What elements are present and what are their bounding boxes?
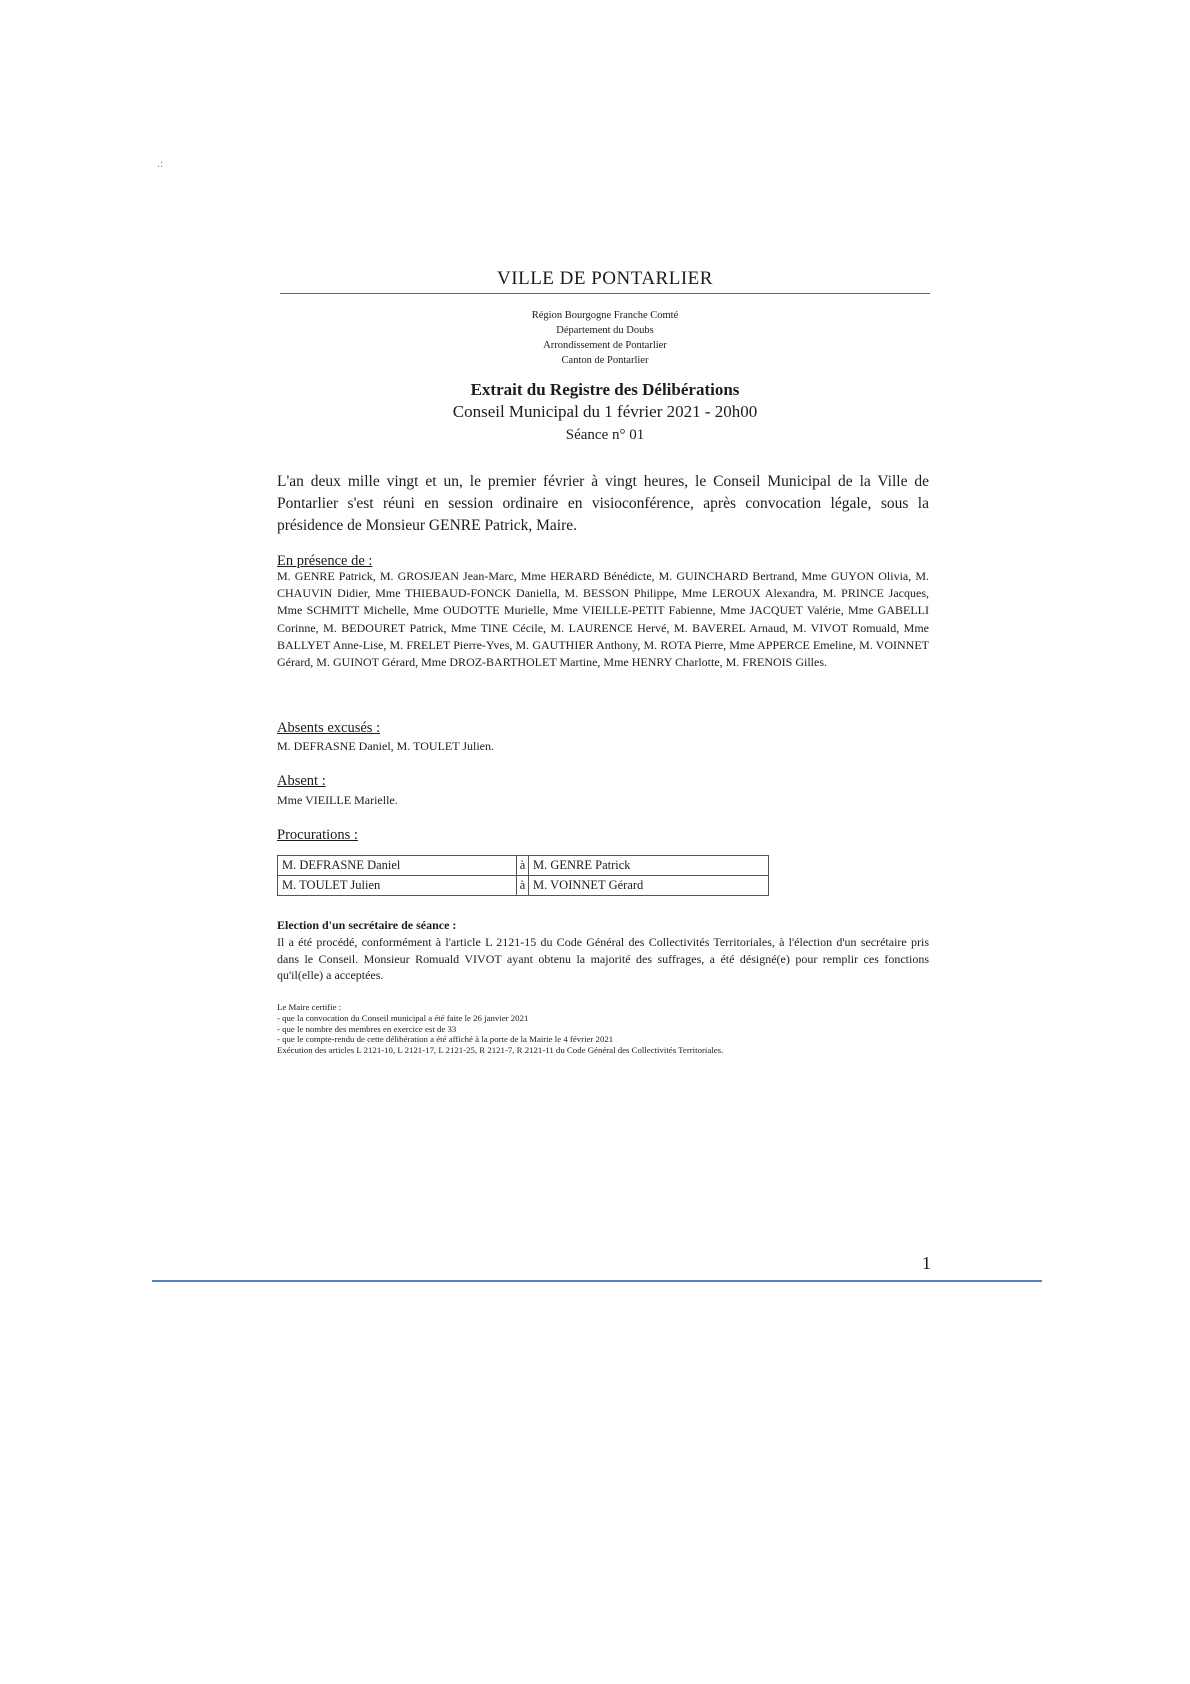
absent-list: Mme VIEILLE Marielle. <box>277 793 398 807</box>
election-heading: Election d'un secrétaire de séance : <box>277 918 457 932</box>
registry-title: Extrait du Registre des Délibérations <box>470 380 740 399</box>
proxy-giver: M. DEFRASNE Daniel <box>278 856 517 876</box>
proxy-holder: M. VOINNET Gérard <box>529 876 769 896</box>
execution-articles: Exécution des articles L 2121-10, L 2121-17, L 2121-25, R 2121-7, R 2121-11 du Code Général des Collectivités Territoriales. <box>277 1045 724 1056</box>
proxy-separator: à <box>517 856 529 876</box>
proxy-giver: M. TOULET Julien <box>278 876 517 896</box>
admin-line-canton: Canton de Pontarlier <box>561 355 649 366</box>
town-title: VILLE DE PONTARLIER <box>497 268 713 289</box>
scan-artifact: .: <box>157 156 164 170</box>
certification-line: - que le compte-rendu de cette délibération a été affiché à la porte de la Mairie le 4 février 2021 <box>277 1034 614 1045</box>
administrative-block <box>280 308 930 368</box>
proxy-holder: M. GENRE Patrick <box>529 856 769 876</box>
table-row <box>278 856 769 876</box>
election-paragraph: Il a été procédé, conformément à l'article L 2121-15 du Code Général des Collectivités Territoriales, à l'élection d'un secrétaire pris dans le Conseil. Monsieur Romuald VIVOT ayant obtenu la majorité des suffrages, a été désigné(e) pour remplir ces fonctions qu'il(elle) a acceptées. <box>277 935 929 982</box>
present-heading: En présence de : <box>277 553 373 569</box>
intro-paragraph: L'an deux mille vingt et un, le premier février à vingt heures, le Conseil Municipal de la Ville de Pontarlier s'est réuni en session ordinaire en visioconférence, après convocation légale, sous la présidence de Monsieur GENRE Patrick, Maire. <box>277 473 929 534</box>
excused-heading: Absents excusés : <box>277 720 381 736</box>
procurations-table <box>277 855 769 896</box>
meeting-date: Conseil Municipal du 1 février 2021 - 20h00 <box>452 402 758 421</box>
proxy-separator: à <box>517 876 529 896</box>
admin-line-region: Région Bourgogne Franche Comté <box>531 310 679 321</box>
certification-line: - que la convocation du Conseil municipal a été faite le 26 janvier 2021 <box>277 1012 529 1023</box>
page-number: 1 <box>922 1253 931 1273</box>
procurations-heading: Procurations : <box>277 827 358 843</box>
absent-heading: Absent : <box>277 773 326 789</box>
admin-line-arrondissement: Arrondissement de Pontarlier <box>543 340 667 351</box>
footer-divider <box>152 1280 1042 1282</box>
certification-line: - que le nombre des membres en exercice est de 33 <box>277 1023 457 1034</box>
excused-list: M. DEFRASNE Daniel, M. TOULET Julien. <box>277 739 495 753</box>
title-divider <box>280 293 930 294</box>
session-number: Séance n° 01 <box>565 427 645 443</box>
present-list: M. GENRE Patrick, M. GROSJEAN Jean-Marc, Mme HERARD Bénédicte, M. GUINCHARD Bertrand, Mme GUYON Olivia, M. CHAUVIN Didier, Mme THIEBAUD-FONCK Daniella, M. BESSON Philippe, Mme LEROUX Alexandra, M. PRINCE Jacques, Mme SCHMITT Michelle, Mme OUDOTTE Murielle, Mme VIEILLE-PETIT Fabienne, Mme JACQUET Valérie, Mme GABELLI Corinne, M. BEDOURET Patrick, Mme TINE Cécile, M. LAURENCE Hervé, M. BAVEREL Arnaud, M. VIVOT Romuald, Mme BALLYET Anne-Lise, M. FRELET Pierre-Yves, M. GAUTHIER Anthony, M. ROTA Pierre, Mme APPERCE Emeline, M. VOINNET Gérard, M. GUINOT Gérard, Mme DROZ-BARTHOLET Martine, Mme HENRY Charlotte, M. FRENOIS Gilles. <box>277 569 929 670</box>
certification-heading: Le Maire certifie : <box>277 1002 342 1012</box>
table-row <box>278 876 769 896</box>
mayor-certification <box>277 1002 977 1056</box>
admin-line-department: Département du Doubs <box>556 325 654 336</box>
